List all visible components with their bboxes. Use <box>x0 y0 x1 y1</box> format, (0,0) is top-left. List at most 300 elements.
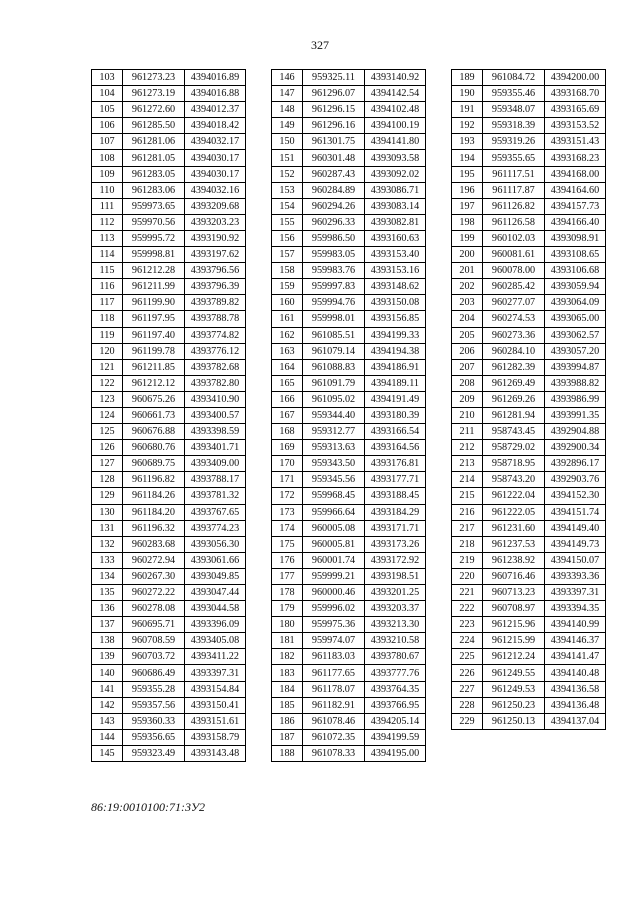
coord-y: 4393190.92 <box>185 230 246 246</box>
coord-x: 961091.79 <box>303 375 365 391</box>
coord-x: 961215.99 <box>483 633 545 649</box>
table-row <box>452 263 606 279</box>
table-row <box>452 713 606 729</box>
point-number: 138 <box>92 633 123 649</box>
point-number: 226 <box>452 665 483 681</box>
coord-y: 4394189.11 <box>365 375 426 391</box>
point-number: 149 <box>272 118 303 134</box>
table-row <box>92 230 246 246</box>
table-row <box>92 263 246 279</box>
table-row <box>452 150 606 166</box>
coord-x: 961231.60 <box>483 520 545 536</box>
coord-x: 961117.51 <box>483 166 545 182</box>
cadastral-number: 86:19:0010100:71:3У2 <box>91 800 206 814</box>
coord-y: 4393188.45 <box>365 488 426 504</box>
coord-y: 4392900.34 <box>545 440 606 456</box>
point-number: 104 <box>92 86 123 102</box>
table-row <box>272 70 426 86</box>
coord-x: 960102.03 <box>483 230 545 246</box>
table-row <box>272 375 426 391</box>
point-number: 141 <box>92 681 123 697</box>
coord-x: 961238.92 <box>483 552 545 568</box>
table-row <box>92 488 246 504</box>
coord-x: 961196.82 <box>123 472 185 488</box>
coord-x: 959344.40 <box>303 407 365 423</box>
point-number: 186 <box>272 713 303 729</box>
point-number: 116 <box>92 279 123 295</box>
coord-y: 4394140.48 <box>545 665 606 681</box>
coord-x: 961178.07 <box>303 681 365 697</box>
coord-y: 4394152.30 <box>545 488 606 504</box>
coord-y: 4393203.23 <box>185 214 246 230</box>
coord-x: 958743.20 <box>483 472 545 488</box>
coord-y: 4394018.42 <box>185 118 246 134</box>
coord-x: 961199.78 <box>123 343 185 359</box>
point-number: 218 <box>452 536 483 552</box>
point-number: 132 <box>92 536 123 552</box>
coord-y: 4393086.71 <box>365 182 426 198</box>
coord-y: 4394168.00 <box>545 166 606 182</box>
coord-y: 4394150.07 <box>545 552 606 568</box>
table-row <box>272 472 426 488</box>
coord-x: 959325.11 <box>303 70 365 86</box>
coord-y: 4394199.33 <box>365 327 426 343</box>
coord-x: 961301.75 <box>303 134 365 150</box>
coord-x: 961249.55 <box>483 665 545 681</box>
table-row <box>92 440 246 456</box>
coord-y: 4393796.39 <box>185 279 246 295</box>
coord-x: 960273.36 <box>483 327 545 343</box>
table-row <box>92 552 246 568</box>
table-row <box>272 391 426 407</box>
coord-x: 960287.43 <box>303 166 365 182</box>
coord-x: 960000.46 <box>303 585 365 601</box>
coord-y: 4393782.80 <box>185 375 246 391</box>
coord-x: 960272.94 <box>123 552 185 568</box>
coord-y: 4393986.99 <box>545 391 606 407</box>
coord-y: 4394157.73 <box>545 198 606 214</box>
coord-x: 959356.65 <box>123 729 185 745</box>
coord-x: 960294.26 <box>303 198 365 214</box>
coord-x: 959312.77 <box>303 424 365 440</box>
coord-x: 960005.08 <box>303 520 365 536</box>
table-row <box>452 166 606 182</box>
table-row <box>92 520 246 536</box>
point-number: 220 <box>452 568 483 584</box>
point-number: 127 <box>92 456 123 472</box>
coord-y: 4394166.40 <box>545 214 606 230</box>
coord-x: 960274.53 <box>483 311 545 327</box>
coord-x: 959975.36 <box>303 617 365 633</box>
coord-y: 4394200.00 <box>545 70 606 86</box>
table-row <box>272 568 426 584</box>
coord-y: 4393197.62 <box>185 247 246 263</box>
table-row <box>272 118 426 134</box>
point-number: 221 <box>452 585 483 601</box>
point-number: 201 <box>452 263 483 279</box>
table-row <box>92 697 246 713</box>
table-row <box>92 102 246 118</box>
table-row <box>452 70 606 86</box>
table-row <box>92 713 246 729</box>
point-number: 110 <box>92 182 123 198</box>
coord-y: 4393184.29 <box>365 504 426 520</box>
coord-x: 961197.40 <box>123 327 185 343</box>
table-row <box>92 279 246 295</box>
point-number: 179 <box>272 601 303 617</box>
table-row <box>92 359 246 375</box>
coord-x: 960267.30 <box>123 568 185 584</box>
coord-y: 4394146.37 <box>545 633 606 649</box>
table-row <box>272 504 426 520</box>
point-number: 199 <box>452 230 483 246</box>
point-number: 163 <box>272 343 303 359</box>
table-row <box>272 585 426 601</box>
coord-y: 4394136.58 <box>545 681 606 697</box>
coord-y: 4393209.68 <box>185 198 246 214</box>
coord-y: 4393397.31 <box>185 665 246 681</box>
table-row <box>452 552 606 568</box>
coord-y: 4393153.52 <box>545 118 606 134</box>
table-row <box>452 681 606 697</box>
coord-y: 4394199.59 <box>365 729 426 745</box>
table-row <box>92 198 246 214</box>
coord-x: 960676.88 <box>123 424 185 440</box>
table-row <box>272 681 426 697</box>
point-number: 162 <box>272 327 303 343</box>
coord-x: 961117.87 <box>483 182 545 198</box>
point-number: 187 <box>272 729 303 745</box>
table-row <box>452 633 606 649</box>
coord-x: 960708.97 <box>483 601 545 617</box>
table-row <box>92 633 246 649</box>
table-row <box>272 102 426 118</box>
coord-y: 4393774.82 <box>185 327 246 343</box>
coord-y: 4393168.23 <box>545 150 606 166</box>
table-row <box>92 665 246 681</box>
point-number: 130 <box>92 504 123 520</box>
coord-y: 4393064.09 <box>545 295 606 311</box>
point-number: 153 <box>272 182 303 198</box>
coord-x: 958718.95 <box>483 456 545 472</box>
coord-y: 4393405.08 <box>185 633 246 649</box>
point-number: 224 <box>452 633 483 649</box>
point-number: 106 <box>92 118 123 134</box>
coord-y: 4393766.95 <box>365 697 426 713</box>
table-row <box>452 601 606 617</box>
coord-y: 4394142.54 <box>365 86 426 102</box>
table-row <box>452 697 606 713</box>
point-number: 195 <box>452 166 483 182</box>
point-number: 112 <box>92 214 123 230</box>
table-row <box>452 407 606 423</box>
point-number: 223 <box>452 617 483 633</box>
coord-y: 4394141.80 <box>365 134 426 150</box>
table-row <box>452 617 606 633</box>
coord-x: 959983.05 <box>303 247 365 263</box>
point-number: 156 <box>272 230 303 246</box>
table-row <box>272 166 426 182</box>
table-row <box>452 536 606 552</box>
table-row <box>272 198 426 214</box>
point-number: 126 <box>92 440 123 456</box>
point-number: 123 <box>92 391 123 407</box>
coord-y: 4393409.00 <box>185 456 246 472</box>
coord-y: 4393151.61 <box>185 713 246 729</box>
coord-x: 960278.08 <box>123 601 185 617</box>
point-number: 183 <box>272 665 303 681</box>
coord-x: 961273.23 <box>123 70 185 86</box>
coord-y: 4394102.48 <box>365 102 426 118</box>
page-number: 327 <box>311 38 329 52</box>
coord-y: 4393198.51 <box>365 568 426 584</box>
point-number: 172 <box>272 488 303 504</box>
coord-y: 4393164.56 <box>365 440 426 456</box>
table-row <box>452 359 606 375</box>
point-number: 227 <box>452 681 483 697</box>
coord-y: 4394141.47 <box>545 649 606 665</box>
point-number: 161 <box>272 311 303 327</box>
coord-y: 4393991.35 <box>545 407 606 423</box>
coord-y: 4393065.00 <box>545 311 606 327</box>
point-number: 124 <box>92 407 123 423</box>
point-number: 160 <box>272 295 303 311</box>
coord-y: 4394164.60 <box>545 182 606 198</box>
point-number: 210 <box>452 407 483 423</box>
coord-y: 4394195.00 <box>365 745 426 761</box>
point-number: 137 <box>92 617 123 633</box>
point-number: 159 <box>272 279 303 295</box>
coord-x: 961212.24 <box>483 649 545 665</box>
coord-x: 958729.02 <box>483 440 545 456</box>
table-row <box>92 295 246 311</box>
coord-x: 960081.61 <box>483 247 545 263</box>
point-number: 229 <box>452 713 483 729</box>
point-number: 184 <box>272 681 303 697</box>
coord-x: 961184.26 <box>123 488 185 504</box>
table-row <box>272 552 426 568</box>
coord-x: 960284.89 <box>303 182 365 198</box>
table-row <box>272 86 426 102</box>
coord-x: 959995.72 <box>123 230 185 246</box>
coord-x: 961199.90 <box>123 295 185 311</box>
table-row <box>452 198 606 214</box>
coord-y: 4393776.12 <box>185 343 246 359</box>
point-number: 192 <box>452 118 483 134</box>
table-row <box>92 568 246 584</box>
coord-y: 4394149.40 <box>545 520 606 536</box>
point-number: 213 <box>452 456 483 472</box>
coord-y: 4394016.88 <box>185 86 246 102</box>
coord-y: 4393796.56 <box>185 263 246 279</box>
table-row <box>272 424 426 440</box>
coord-y: 4393777.76 <box>365 665 426 681</box>
point-number: 166 <box>272 391 303 407</box>
coord-x: 961085.51 <box>303 327 365 343</box>
table-row <box>272 359 426 375</box>
coord-x: 960078.00 <box>483 263 545 279</box>
table-row <box>272 665 426 681</box>
coordinates-table-right <box>451 69 606 730</box>
coord-x: 960689.75 <box>123 456 185 472</box>
table-row <box>452 295 606 311</box>
table-row <box>92 681 246 697</box>
point-number: 139 <box>92 649 123 665</box>
coord-y: 4394016.89 <box>185 70 246 86</box>
point-number: 168 <box>272 424 303 440</box>
table-row <box>272 134 426 150</box>
coord-y: 4393988.82 <box>545 375 606 391</box>
table-row <box>92 407 246 423</box>
table-row <box>272 440 426 456</box>
coord-x: 961084.72 <box>483 70 545 86</box>
coord-y: 4393774.23 <box>185 520 246 536</box>
coord-y: 4393106.68 <box>545 263 606 279</box>
coord-y: 4393401.71 <box>185 440 246 456</box>
table-row <box>272 279 426 295</box>
point-number: 157 <box>272 247 303 263</box>
coord-x: 959355.28 <box>123 681 185 697</box>
table-row <box>272 729 426 745</box>
point-number: 193 <box>452 134 483 150</box>
coord-x: 961184.20 <box>123 504 185 520</box>
coord-y: 4393151.43 <box>545 134 606 150</box>
coord-x: 959998.81 <box>123 247 185 263</box>
table-row <box>452 102 606 118</box>
coord-y: 4393098.91 <box>545 230 606 246</box>
coord-x: 959355.65 <box>483 150 545 166</box>
point-number: 180 <box>272 617 303 633</box>
coord-x: 960284.10 <box>483 343 545 359</box>
coord-x: 961197.95 <box>123 311 185 327</box>
point-number: 189 <box>452 70 483 86</box>
point-number: 135 <box>92 585 123 601</box>
coord-y: 4394030.17 <box>185 166 246 182</box>
coord-x: 961211.99 <box>123 279 185 295</box>
table-row <box>452 520 606 536</box>
coord-y: 4394100.19 <box>365 118 426 134</box>
point-number: 167 <box>272 407 303 423</box>
coord-y: 4393153.40 <box>365 247 426 263</box>
coord-x: 961296.07 <box>303 86 365 102</box>
coord-x: 960296.33 <box>303 214 365 230</box>
table-row <box>452 230 606 246</box>
table-row <box>272 745 426 761</box>
coord-y: 4393150.08 <box>365 295 426 311</box>
coord-y: 4393764.35 <box>365 681 426 697</box>
point-number: 148 <box>272 102 303 118</box>
coord-x: 959966.64 <box>303 504 365 520</box>
coord-x: 961072.35 <box>303 729 365 745</box>
point-number: 107 <box>92 134 123 150</box>
coord-x: 961078.33 <box>303 745 365 761</box>
coord-x: 959983.76 <box>303 263 365 279</box>
coord-y: 4393176.81 <box>365 456 426 472</box>
coord-y: 4394191.49 <box>365 391 426 407</box>
table-row <box>92 585 246 601</box>
coord-y: 4393180.39 <box>365 407 426 423</box>
coord-y: 4394205.14 <box>365 713 426 729</box>
coord-x: 959970.56 <box>123 214 185 230</box>
coord-y: 4393056.30 <box>185 536 246 552</box>
coord-x: 959355.46 <box>483 86 545 102</box>
coord-x: 960686.49 <box>123 665 185 681</box>
coord-y: 4393158.79 <box>185 729 246 745</box>
table-row <box>452 585 606 601</box>
coord-y: 4393788.17 <box>185 472 246 488</box>
coord-y: 4393201.25 <box>365 585 426 601</box>
coord-x: 959360.33 <box>123 713 185 729</box>
table-row <box>452 86 606 102</box>
coord-x: 961269.49 <box>483 375 545 391</box>
coord-x: 961282.39 <box>483 359 545 375</box>
coord-x: 959319.26 <box>483 134 545 150</box>
table-row <box>92 327 246 343</box>
coord-x: 961126.82 <box>483 198 545 214</box>
table-row <box>452 391 606 407</box>
table-row <box>92 391 246 407</box>
coord-y: 4393393.36 <box>545 568 606 584</box>
coord-y: 4393156.85 <box>365 311 426 327</box>
table-row <box>92 118 246 134</box>
table-row <box>272 697 426 713</box>
coord-y: 4392904.88 <box>545 424 606 440</box>
coord-x: 961088.83 <box>303 359 365 375</box>
coord-x: 960285.42 <box>483 279 545 295</box>
coord-y: 4394030.17 <box>185 150 246 166</box>
table-row <box>92 649 246 665</box>
table-row <box>92 214 246 230</box>
table-row <box>272 617 426 633</box>
coord-x: 960716.46 <box>483 568 545 584</box>
coord-x: 959357.56 <box>123 697 185 713</box>
point-number: 169 <box>272 440 303 456</box>
coord-x: 961215.96 <box>483 617 545 633</box>
point-number: 188 <box>272 745 303 761</box>
coord-y: 4393400.57 <box>185 407 246 423</box>
point-number: 145 <box>92 745 123 761</box>
point-number: 158 <box>272 263 303 279</box>
table-row <box>92 424 246 440</box>
table-row <box>272 311 426 327</box>
point-number: 228 <box>452 697 483 713</box>
coord-x: 961212.12 <box>123 375 185 391</box>
coord-x: 961212.28 <box>123 263 185 279</box>
point-number: 208 <box>452 375 483 391</box>
point-number: 128 <box>92 472 123 488</box>
coord-y: 4393780.67 <box>365 649 426 665</box>
coord-y: 4393059.94 <box>545 279 606 295</box>
coord-x: 960675.26 <box>123 391 185 407</box>
coord-y: 4393172.92 <box>365 552 426 568</box>
table-row <box>452 375 606 391</box>
coord-x: 960695.71 <box>123 617 185 633</box>
coord-y: 4393394.35 <box>545 601 606 617</box>
coord-x: 961283.06 <box>123 182 185 198</box>
coord-y: 4393781.32 <box>185 488 246 504</box>
coordinates-table-middle <box>271 69 426 762</box>
point-number: 129 <box>92 488 123 504</box>
coord-y: 4393082.81 <box>365 214 426 230</box>
table-row <box>92 166 246 182</box>
coord-x: 961079.14 <box>303 343 365 359</box>
point-number: 219 <box>452 552 483 568</box>
point-number: 120 <box>92 343 123 359</box>
coord-x: 960272.22 <box>123 585 185 601</box>
table-row <box>92 86 246 102</box>
coord-y: 4393396.09 <box>185 617 246 633</box>
coord-y: 4393083.14 <box>365 198 426 214</box>
